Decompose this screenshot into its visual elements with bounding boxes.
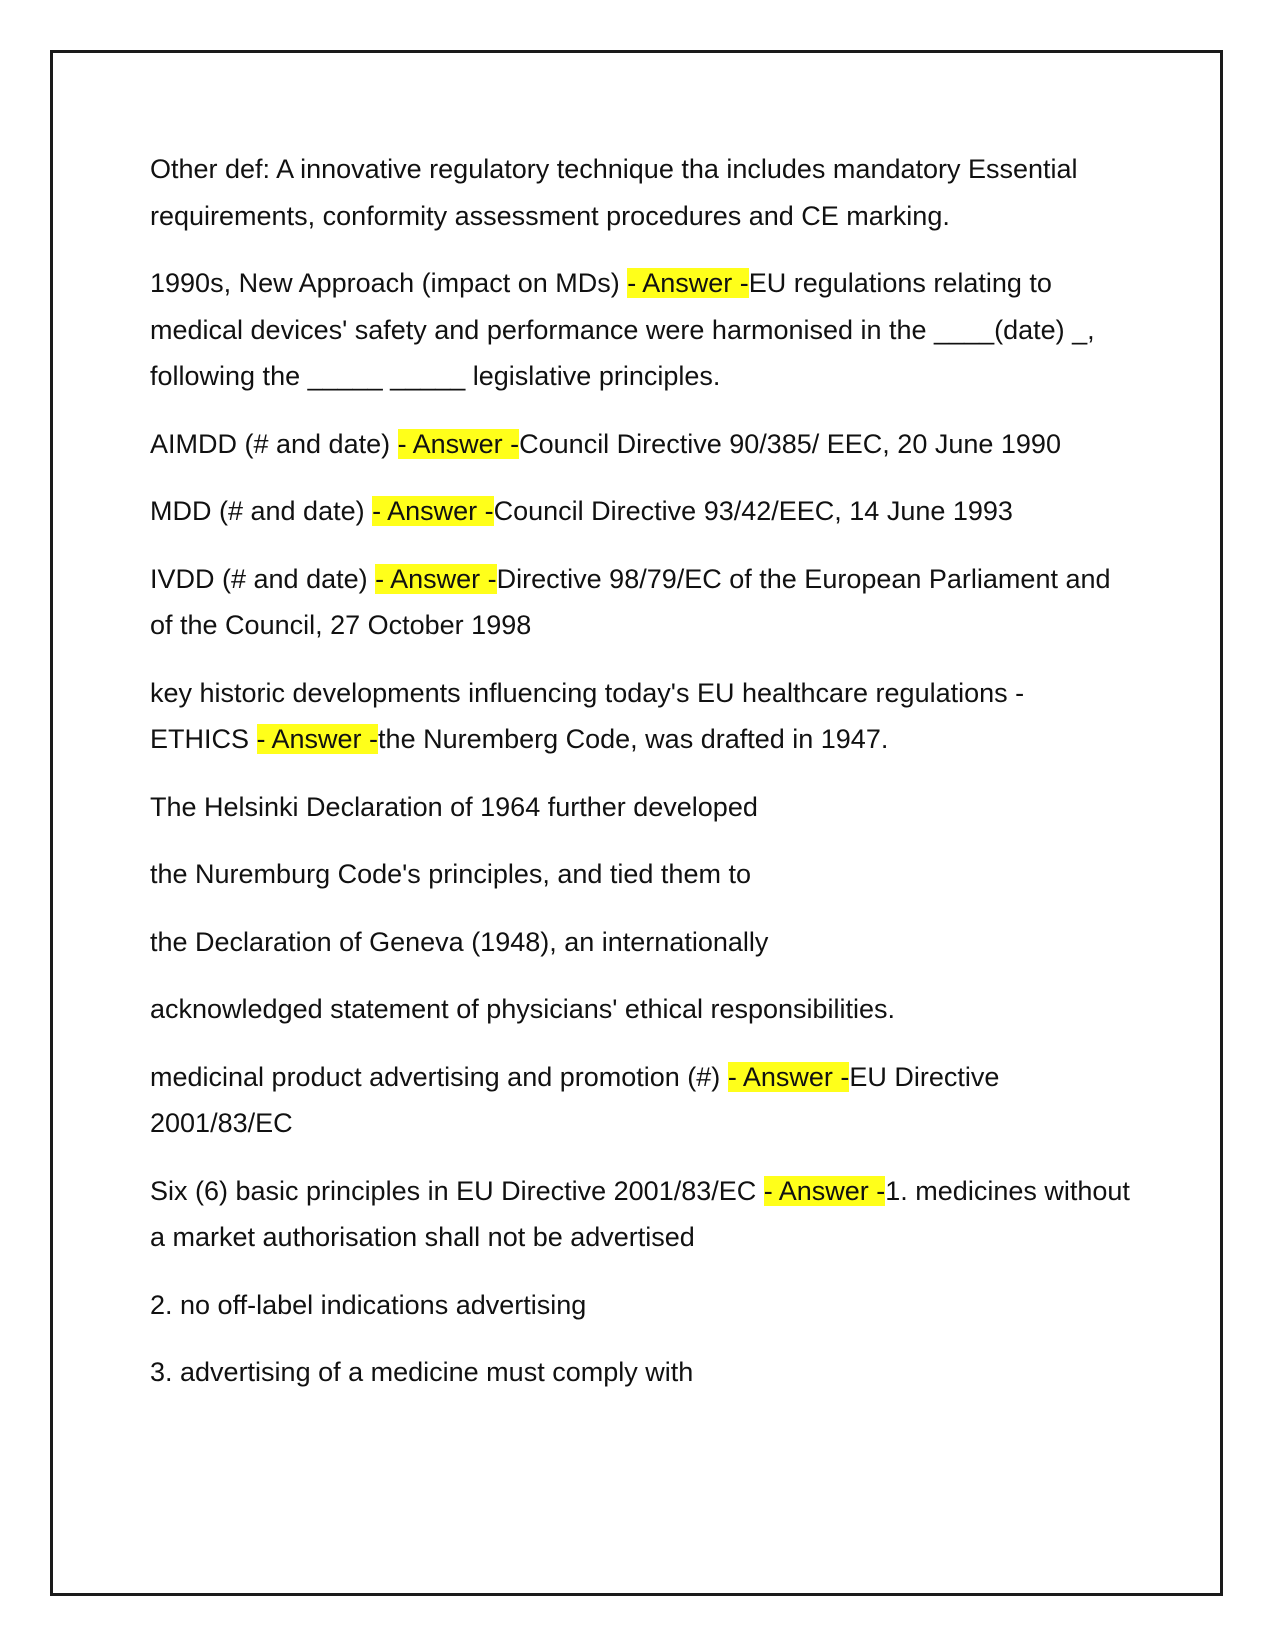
paragraph-nuremburg: the Nuremburg Code's principles, and tied them to — [150, 859, 751, 889]
answer-highlight: - Answer - — [256, 724, 379, 754]
answer-highlight: - Answer - — [727, 1061, 850, 1092]
answer-highlight: - Answer - — [372, 496, 494, 526]
paragraph-aimdd: AIMDD (# and date) - Answer -Council Directive 90/385/ EEC, 20 June 1990 — [150, 428, 1061, 459]
paragraph-geneva: the Declaration of Geneva (1948), an internationally — [150, 926, 769, 957]
answer-highlight: - Answer - — [763, 1175, 886, 1206]
paragraph-other-def: Other def: A innovative regulatory technique tha includes mandatory Essential requirements, conformity assessment procedures and CE marking. — [150, 154, 1078, 231]
answer-highlight: - Answer - — [397, 428, 520, 459]
paragraph-advertising: medicinal product advertising and promotion (#) - Answer -EU Directive 2001/83/EC — [150, 1061, 1000, 1138]
answer-highlight: - Answer - — [375, 563, 497, 594]
paragraph-ethics: key historic developments influencing today's EU healthcare regulations - ETHICS - Answer -the Nuremberg Code, was drafted in 1947. — [150, 677, 1025, 754]
paragraph-helsinki: The Helsinki Declaration of 1964 further developed — [150, 791, 758, 822]
paragraph-principle-3: 3. advertising of a medicine must comply with — [150, 1357, 694, 1387]
paragraph-physicians: acknowledged statement of physicians' ethical responsibilities. — [150, 994, 896, 1024]
paragraph-ivdd: IVDD (# and date) - Answer -Directive 98/79/EC of the European Parliament and of the Council, 27 October 1998 — [150, 563, 1111, 640]
paragraph-principle-2: 2. no off-label indications advertising — [150, 1289, 587, 1320]
answer-highlight: - Answer - — [627, 268, 749, 298]
paragraph-mdd: MDD (# and date) - Answer -Council Directive 93/42/EEC, 14 June 1993 — [150, 496, 1013, 526]
paragraph-six-principles: Six (6) basic principles in EU Directive 2001/83/EC - Answer -1. medicines without a market authorisation shall not be advertised — [150, 1175, 1130, 1252]
document-body — [150, 146, 1130, 1417]
paragraph-new-approach: 1990s, New Approach (impact on MDs) - Answer -EU regulations relating to medical devices' safety and performance were harmonised in the ____(date) _, following the _____ _____ legislative principles. — [150, 268, 1095, 391]
